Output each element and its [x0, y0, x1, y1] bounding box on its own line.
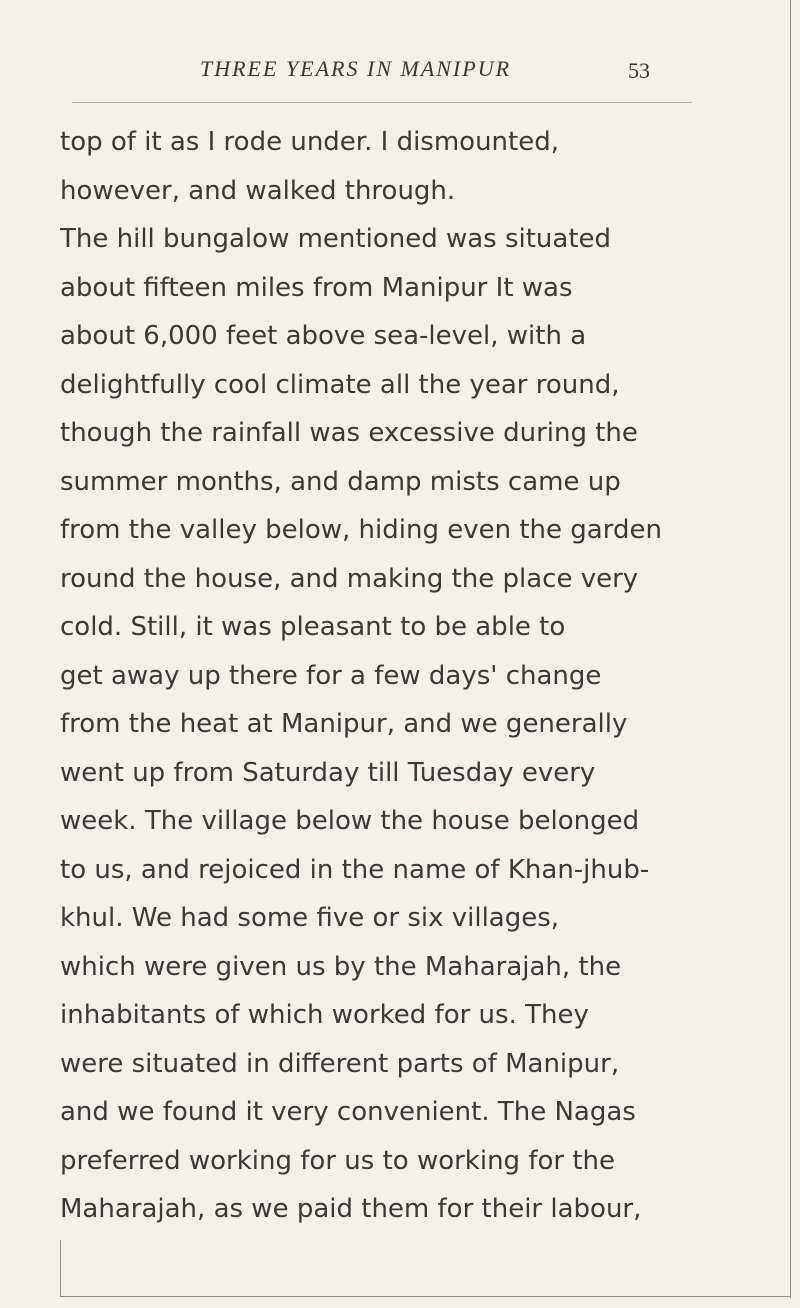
text-line: inhabitants of which worked for us. They — [60, 1000, 589, 1030]
page-edge-left — [60, 1240, 61, 1296]
text-line: though the rainfall was excessive during the — [60, 418, 638, 448]
text-line: which were given us by the Maharajah, the — [60, 951, 622, 982]
text-line: top of it as I rode under. I dismounted, — [60, 127, 559, 157]
header-rule — [72, 102, 692, 103]
text-line: about fifteen miles from Manipur It was — [60, 272, 573, 303]
text-line: Maharajah, as we paid them for their labour, — [60, 1194, 642, 1224]
running-title: THREE YEARS IN MANIPUR — [200, 56, 512, 81]
text-line: khul. We had some five or six villages, — [60, 903, 560, 933]
text-line: week. The village below the house belonged — [60, 806, 640, 836]
text-line: summer months, and damp mists came up — [60, 466, 621, 497]
text-line: were situated in different parts of Manipur, — [60, 1048, 620, 1079]
page-header — [0, 56, 800, 86]
text-line: about 6,000 feet above sea-level, with a — [60, 321, 587, 351]
text-line: and we found it very convenient. The Nagas — [60, 1097, 636, 1127]
text-line: round the house, and making the place very — [60, 563, 639, 594]
page-edge-bottom — [60, 1296, 790, 1297]
text-line: from the heat at Manipur, and we generally — [60, 709, 628, 739]
text-line: went up from Saturday till Tuesday every — [60, 757, 596, 788]
text-line: preferred working for us to working for the — [60, 1145, 616, 1176]
page-edge-right — [790, 0, 791, 1298]
page-number: 53 — [628, 58, 650, 83]
text-line: delightfully cool climate all the year round, — [60, 369, 620, 400]
body-text — [60, 118, 720, 1234]
text-line: to us, and rejoiced in the name of Khan-jhub- — [60, 854, 650, 885]
text-line: get away up there for a few days' change — [60, 660, 602, 691]
text-line: however, and walked through. — [60, 175, 456, 206]
text-line: cold. Still, it was pleasant to be able to — [60, 612, 566, 642]
text-line: from the valley below, hiding even the garden — [60, 515, 662, 545]
text-line: The hill bungalow mentioned was situated — [60, 224, 612, 254]
